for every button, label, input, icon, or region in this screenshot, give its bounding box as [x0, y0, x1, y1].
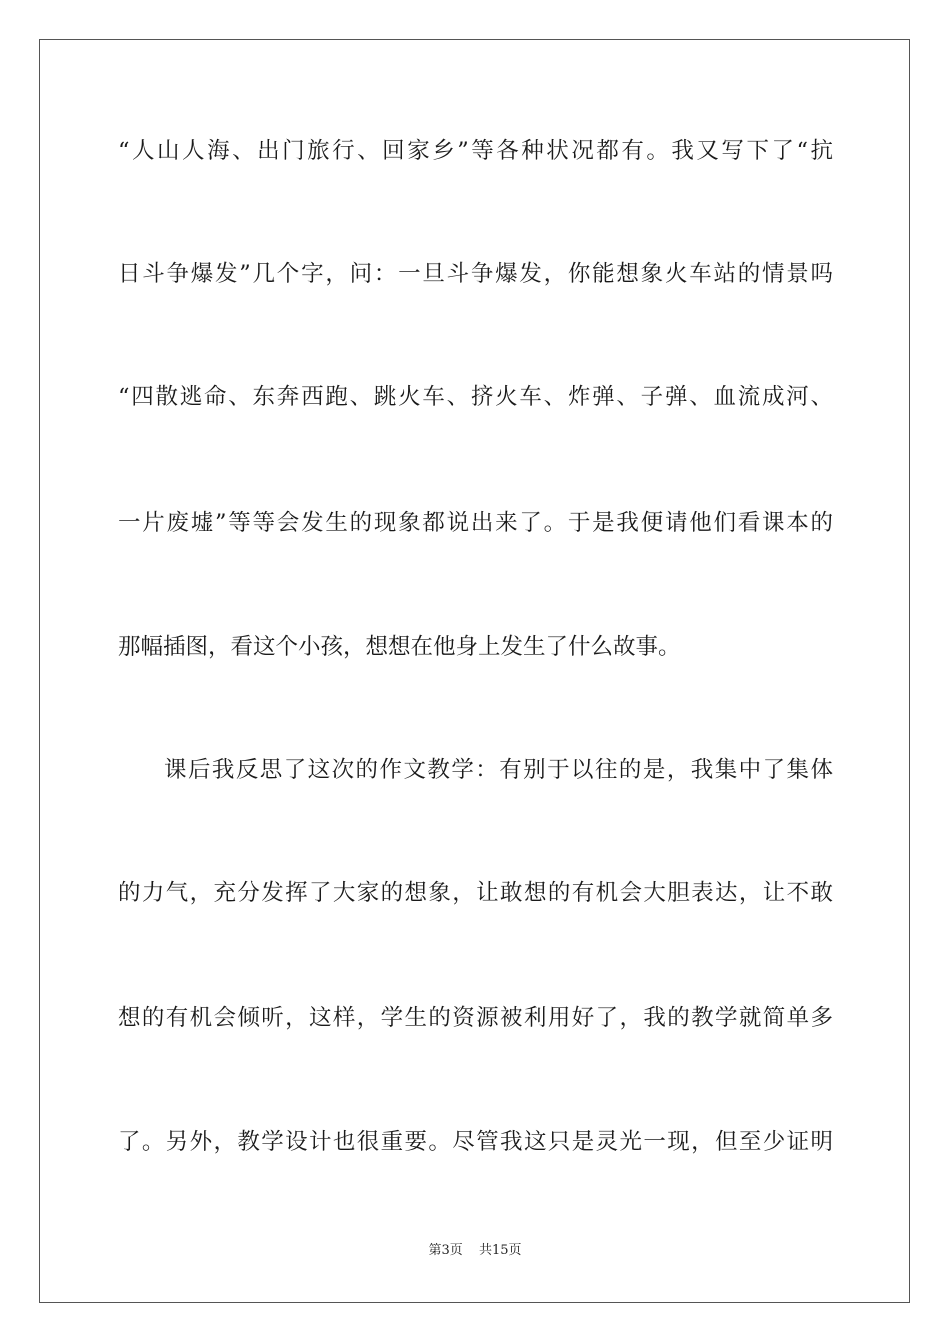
page-footer: [0, 1242, 950, 1260]
text-line: 一片废墟”等等会发生的现象都说出来了。于是我便请他们看课本的: [118, 510, 833, 536]
page-border: [39, 39, 910, 1303]
text-line: 那幅插图，看这个小孩，想想在他身上发生了什么故事。: [118, 634, 681, 660]
page-total: 共15页: [478, 1243, 522, 1258]
text-line: 的力气，充分发挥了大家的想象，让敢想的有机会大胆表达，让不敢: [118, 880, 833, 906]
text-line: “四散逃命、东奔西跑、跳火车、挤火车、炸弹、子弹、血流成河、: [118, 384, 833, 410]
page-number: 第3页: [428, 1243, 463, 1258]
text-line: 想的有机会倾听，这样，学生的资源被利用好了，我的教学就简单多: [118, 1005, 833, 1031]
text-line: “人山人海、出门旅行、回家乡”等各种状况都有。我又写下了“抗: [118, 138, 833, 164]
paragraph-first-line: 课后我反思了这次的作文教学：有别于以往的是，我集中了集体: [164, 757, 833, 783]
text-line: 日斗争爆发”几个字，问：一旦斗争爆发，你能想象火车站的情景吗: [118, 261, 833, 287]
text-line: 了。另外，教学设计也很重要。尽管我这只是灵光一现，但至少证明: [118, 1129, 833, 1155]
